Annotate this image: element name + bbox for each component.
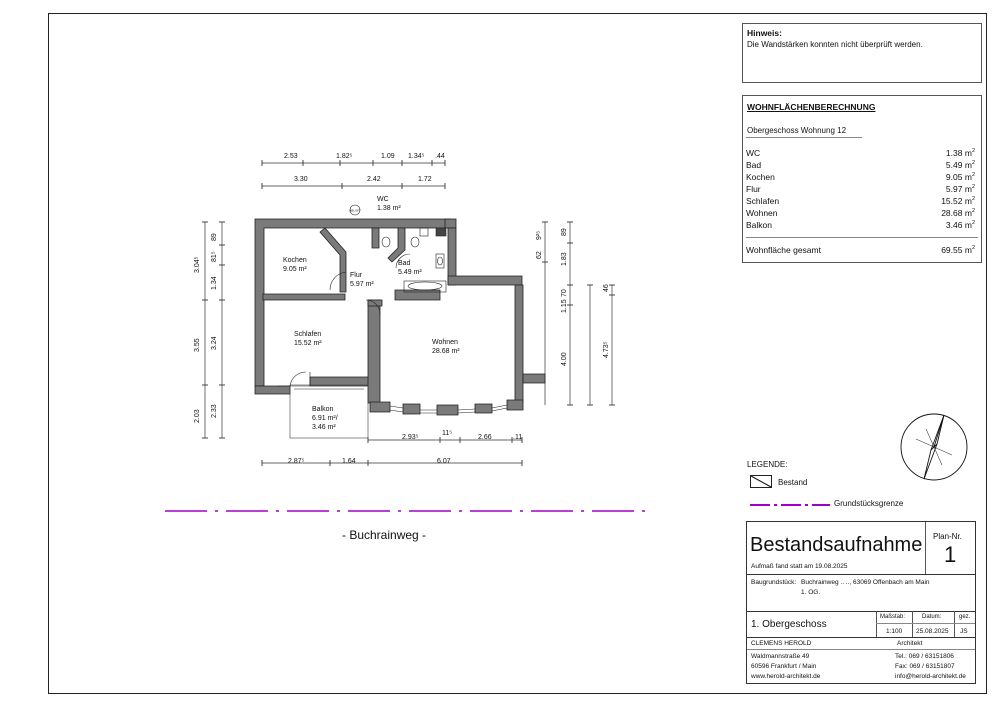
room-label-name: Kochen (283, 257, 307, 264)
room-label-area: 9.05 m² (283, 266, 307, 273)
room-area: 9.05 $m^2$ (945, 172, 975, 182)
architect-role: Architekt (897, 640, 923, 647)
site-address: Buchrainweg .. .., 63069 Offenbach am Main (801, 579, 930, 586)
room-label-area: 6.91 m²/ (312, 415, 338, 422)
room-label-area: 15.52 m² (294, 340, 322, 347)
dimension-label: 81⁵ (211, 251, 218, 262)
room-label-name: Wohnen (432, 339, 458, 346)
title: Bestandsaufnahme (750, 534, 923, 556)
room-area: 5.97 $m^2$ (945, 184, 975, 194)
plan-nr-label: Plan-Nr. (933, 532, 962, 541)
dimension-label: 2.93⁵ (402, 434, 419, 441)
room-name: Flur (746, 184, 761, 194)
room-area: 3.46 $m^2$ (945, 220, 975, 230)
dimension-label: 4.73⁵ (603, 341, 610, 358)
dimension-label: 4.00 (561, 352, 568, 366)
legend-existing-swatch (750, 475, 772, 488)
legend-boundary-line (750, 504, 830, 506)
dimension-label: 3.24 (211, 336, 218, 350)
room-name: Schlafen (746, 196, 780, 206)
room-label-name: Schlafen (294, 331, 322, 338)
room-name: Bad (746, 160, 762, 170)
dimension-label: 2.03 (194, 409, 201, 423)
area-calc-subtitle: Obergeschoss Wohnung 12 (747, 126, 847, 135)
total-value: 69.55 $m^2$ (941, 245, 975, 255)
dimension-label: .44 (435, 153, 445, 160)
dimension-label: 9²⁵ (536, 230, 543, 240)
room-label-name: Flur (350, 272, 363, 279)
dimension-label: 46 (603, 284, 610, 292)
date: 25.08.2025 (916, 628, 949, 635)
scale: 1:100 (886, 628, 903, 635)
dimension-label: 1.82⁵ (336, 153, 353, 160)
room-label-area: 5.97 m² (350, 281, 374, 288)
room-area: 5.49 $m^2$ (945, 160, 975, 170)
room-area: 28.68 $m^2$ (941, 208, 975, 218)
site-label: Baugrundstück: (751, 579, 797, 586)
room-name: Kochen (746, 172, 775, 182)
hint-text: Die Wandstärken konnten nicht überprüft werden. (747, 40, 923, 49)
dimension-label: 2.33 (211, 404, 218, 418)
total-label: Wohnfläche gesamt (746, 245, 821, 255)
dimension-label: 70 (561, 289, 568, 297)
dimension-label: 3.04⁵ (194, 256, 201, 273)
dimension-label: 3.55 (194, 338, 201, 352)
hint-title: Hinweis: (747, 28, 782, 38)
dimension-label: .11 (513, 434, 523, 441)
room-area: 15.52 $m^2$ (941, 196, 975, 206)
room-label-area: 5.49 m² (398, 269, 422, 276)
office-tel: Tel.: 069 / 63151806 (895, 653, 954, 660)
svg-text:ABLUFT: ABLUFT (349, 208, 361, 213)
dimension-label: 89 (561, 228, 568, 236)
office-email: info@herold-architekt.de (895, 673, 966, 680)
legend-boundary-label: Grundstücksgrenze (834, 499, 904, 508)
dimension-label: 3.30 (294, 176, 308, 183)
dimension-label: 62 (536, 251, 543, 259)
office-web: www.herold-architekt.de (751, 673, 821, 680)
drawn-label: gez. (959, 614, 971, 620)
dimension-label: 2.66 (478, 434, 492, 441)
dimension-label: 1.15 (561, 299, 568, 313)
room-label-area: 3.46 m² (312, 424, 336, 431)
room-label-name: Bad (398, 260, 411, 267)
legend-title: LEGENDE: (747, 460, 788, 469)
legend-existing-label: Bestand (778, 478, 808, 487)
room-area: 1.38 $m^2$ (945, 148, 975, 158)
dimension-label: 1.83 (561, 252, 568, 266)
room-label-name: WC (377, 196, 389, 203)
office-fax: Fax: 069 / 63151807 (895, 663, 955, 670)
dimension-label: 11⁵ (442, 430, 453, 437)
drawn-by: JS (960, 628, 968, 635)
architect-name: CLEMENS HEROLD (751, 640, 812, 647)
plan-nr: 1 (944, 542, 957, 567)
office-city: 60596 Frankfurt / Main (751, 663, 817, 670)
dimension-label: 1.64 (342, 458, 356, 465)
survey-note: Aufmaß fand statt am 19.08.2025 (751, 563, 848, 570)
dimension-label: 1.72 (418, 176, 432, 183)
room-label-area: 1.38 m² (377, 205, 401, 212)
dimension-label: 2.87⁵ (288, 458, 305, 465)
dimension-label: 2.42 (367, 176, 381, 183)
site-floor: 1. OG. (801, 589, 821, 596)
room-label-name: Balkon (312, 406, 334, 413)
dimension-label: 1.34 (211, 276, 218, 290)
dimension-label: 89 (211, 233, 218, 241)
dimension-label: 1.09 (381, 153, 395, 160)
area-calc-title: WOHNFLÄCHENBERECHNUNG (747, 102, 876, 112)
dimension-label: 6.07 (437, 458, 451, 465)
dimension-label: 1.34⁵ (408, 153, 425, 160)
room-name: Wohnen (746, 208, 778, 218)
room-name: Balkon (746, 220, 772, 230)
office-street: Waldmannstraße 49 (751, 653, 810, 660)
street-name: - Buchrainweg - (342, 528, 427, 542)
scale-label: Maßstab: (880, 614, 906, 620)
room-label-area: 28.68 m² (432, 348, 460, 355)
room-name: WC (746, 148, 761, 158)
title-block (746, 521, 976, 684)
dimension-label: 2.53 (284, 153, 298, 160)
drawing-name: 1. Obergeschoss (751, 619, 827, 630)
date-label: Datum: (922, 614, 942, 620)
